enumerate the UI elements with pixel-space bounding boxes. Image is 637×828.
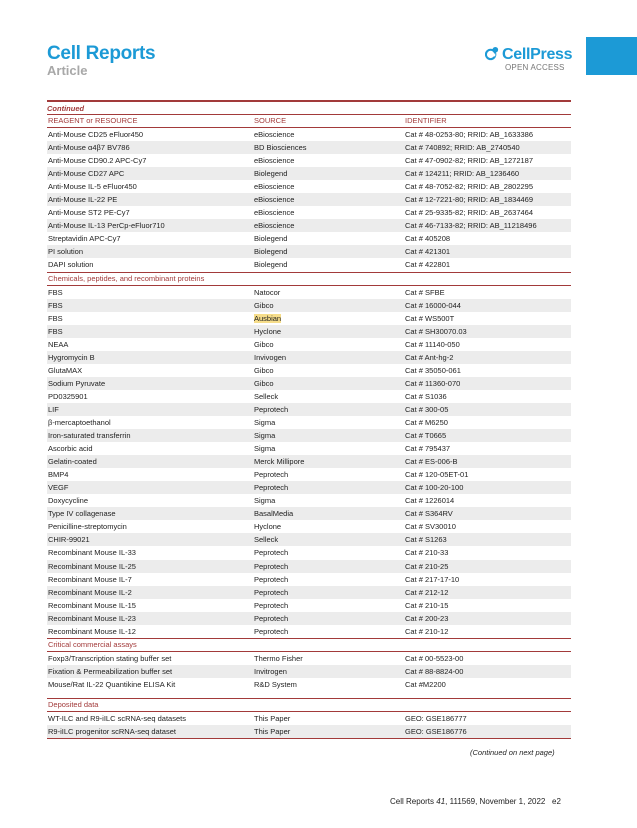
- cell-identifier: Cat # 48-7052-82; RRID: AB_2802295: [405, 182, 534, 192]
- table-row: [47, 180, 571, 193]
- cell-identifier: GEO: GSE186776: [405, 726, 467, 736]
- rows-antibodies: [47, 128, 571, 272]
- table-row: [47, 390, 571, 403]
- cell-identifier: Cat # 46-7133-82; RRID: AB_11218496: [405, 221, 537, 231]
- cell-reagent: Streptavidin APC-Cy7: [48, 234, 121, 244]
- cell-identifier: Cat #M2200: [405, 679, 446, 689]
- cell-source: Merck Millipore: [254, 457, 305, 467]
- table-row: [47, 128, 571, 141]
- cell-identifier: Cat # 405208: [405, 234, 451, 244]
- cell-source: Invitrogen: [254, 666, 287, 676]
- cell-reagent: Anti-Mouse CD25 eFluor450: [48, 130, 144, 139]
- table-row: [47, 351, 571, 364]
- table-row: [47, 599, 571, 612]
- cell-source: eBioscience: [254, 182, 295, 192]
- cell-source: Hyclone: [254, 522, 282, 532]
- cell-reagent: Anti-Mouse ST2 PE-Cy7: [48, 208, 130, 218]
- cell-reagent: Anti-Mouse IL-13 PerCp-eFluor710: [48, 221, 165, 231]
- cell-identifier: Cat # S1263: [405, 535, 447, 545]
- table-row: [47, 612, 571, 625]
- cell-source: eBioscience: [254, 221, 295, 231]
- table-row: [47, 665, 571, 678]
- cell-identifier: GEO: GSE186777: [405, 713, 467, 723]
- cell-identifier: Cat # 210-25: [405, 561, 449, 571]
- cell-source: Peprotech: [254, 404, 289, 414]
- journal-title: Cell Reports: [47, 43, 156, 64]
- cell-reagent: PI solution: [48, 247, 84, 257]
- cell-identifier: Cat # 11140-050: [405, 339, 460, 349]
- col-header-source: SOURCE: [254, 116, 287, 125]
- table-row: [47, 312, 571, 325]
- cell-reagent: Recombinant Mouse IL-2: [48, 587, 132, 597]
- cell-reagent: β-mercaptoethanol: [48, 417, 111, 427]
- cell-reagent: CHIR-99021: [48, 535, 90, 545]
- table-row: [47, 481, 571, 494]
- table-row: [47, 299, 571, 312]
- cell-source: [254, 312, 405, 325]
- cell-identifier: Cat # 100-20-100: [405, 483, 464, 493]
- cell-source: Gibco: [254, 378, 274, 388]
- cell-identifier: Cat # 124211; RRID: AB_1236460: [405, 169, 520, 179]
- cell-source: Thermo Fisher: [254, 653, 303, 663]
- cell-source: R&D System: [254, 679, 297, 689]
- cell-source: Hyclone: [254, 326, 282, 336]
- cell-reagent: Iron-saturated transferrin: [48, 431, 131, 441]
- table-row: [47, 338, 571, 351]
- cell-source: Biolegend: [254, 260, 288, 270]
- cell-reagent: Recombinant Mouse IL-25: [48, 561, 136, 571]
- highlighted-source: Ausbian: [254, 313, 282, 323]
- cell-reagent: R9-iILC progenitor scRNA-seq dataset: [48, 726, 176, 736]
- cell-reagent: Type IV collagenase: [48, 509, 116, 519]
- cell-identifier: Cat # 217-17-10: [405, 574, 460, 584]
- table-row: [47, 245, 571, 258]
- cell-identifier: Cat # SH30070.03: [405, 326, 467, 336]
- cell-reagent: BMP4: [48, 470, 69, 480]
- cell-reagent: FBS: [48, 326, 63, 336]
- cell-reagent: Ascorbic acid: [48, 444, 93, 454]
- cell-identifier: Cat # SV30010: [405, 522, 456, 532]
- cell-reagent: LIF: [48, 404, 59, 414]
- cell-identifier: Cat # 200-23: [405, 613, 449, 623]
- cell-identifier: Cat # 16000-044: [405, 300, 461, 310]
- table-bottom-rule: [47, 738, 571, 739]
- cell-source: Peprotech: [254, 600, 289, 610]
- cell-reagent: Anti-Mouse CD90.2 APC-Cy7: [48, 156, 147, 166]
- cell-reagent: Recombinant Mouse IL-33: [48, 548, 136, 558]
- cell-reagent: FBS: [48, 300, 63, 310]
- cell-reagent: Recombinant Mouse IL-15: [48, 600, 136, 610]
- cell-reagent: Doxycycline: [48, 496, 89, 506]
- cell-reagent: Hygromycin B: [48, 352, 95, 362]
- table-header: [47, 114, 571, 128]
- table-row: [47, 573, 571, 586]
- cell-reagent: GlutaMAX: [48, 365, 83, 375]
- cell-identifier: Cat # 210-15: [405, 600, 449, 610]
- table-row: [47, 520, 571, 533]
- cell-reagent: Foxp3/Transcription stating buffer set: [48, 653, 172, 663]
- cell-reagent: FBS: [48, 287, 63, 297]
- table-row: [47, 429, 571, 442]
- cell-identifier: Cat # S364RV: [405, 509, 453, 519]
- table-row: [47, 678, 571, 698]
- table-row: [47, 232, 571, 245]
- cell-source: Sigma: [254, 496, 276, 506]
- cell-identifier: Cat # 1226014: [405, 496, 455, 506]
- cell-reagent: VEGF: [48, 483, 69, 493]
- cell-reagent: PD0325901: [48, 391, 88, 401]
- table-row: [47, 219, 571, 232]
- cell-source: Sigma: [254, 417, 276, 427]
- cell-source: Sigma: [254, 431, 276, 441]
- cell-source: Invivogen: [254, 352, 287, 362]
- cell-identifier: Cat # 35050-061: [405, 365, 461, 375]
- footer-journal: Cell Reports: [390, 797, 435, 806]
- cell-source: This Paper: [254, 713, 291, 723]
- cell-identifier: Cat # T0665: [405, 431, 447, 441]
- table-row: [47, 468, 571, 481]
- section-deposited-data: Deposited data: [47, 698, 571, 712]
- cell-source: Selleck: [254, 535, 279, 545]
- table-row: [47, 455, 571, 468]
- cell-identifier: Cat # 12-7221-80; RRID: AB_1834469: [405, 195, 534, 205]
- publisher-logo: [485, 46, 572, 73]
- cell-source: eBioscience: [254, 130, 295, 139]
- table-row: [47, 652, 571, 665]
- cell-source: Gibco: [254, 300, 274, 310]
- table-row: [47, 258, 571, 271]
- rows-assays: [47, 652, 571, 698]
- col-header-identifier: IDENTIFIER: [405, 116, 447, 125]
- cell-identifier: Cat # 795437: [405, 444, 451, 454]
- cell-identifier: Cat # 11360-070: [405, 378, 461, 388]
- cell-reagent: Gelatin-coated: [48, 457, 97, 467]
- rows-chemicals: [47, 286, 571, 638]
- cell-reagent: DAPI solution: [48, 260, 94, 270]
- cell-identifier: Cat # WS500T: [405, 313, 455, 323]
- table-row: [47, 167, 571, 180]
- table-row: [47, 725, 571, 738]
- cell-reagent: Anti-Mouse IL-22 PE: [48, 195, 118, 205]
- cell-source: Natocor: [254, 287, 281, 297]
- cell-identifier: Cat # 421301: [405, 247, 451, 257]
- table-row: [47, 546, 571, 559]
- cell-source: Gibco: [254, 365, 274, 375]
- cell-reagent: Mouse/Rat IL-22 Quantikine ELISA Kit: [48, 679, 176, 689]
- cell-identifier: Cat # S1036: [405, 391, 447, 401]
- cell-identifier: Cat # 740892; RRID: AB_2740540: [405, 143, 520, 153]
- cell-reagent: Anti-Mouse α4β7 BV786: [48, 143, 130, 153]
- cell-reagent: Anti-Mouse IL-5 eFluor450: [48, 182, 137, 192]
- cell-identifier: Cat # Ant-hg-2: [405, 352, 454, 362]
- cell-source: BD Biosciences: [254, 143, 307, 153]
- cell-reagent: NEAA: [48, 339, 69, 349]
- cell-identifier: Cat # 210-33: [405, 548, 449, 558]
- cell-identifier: Cat # 212-12: [405, 587, 449, 597]
- journal-masthead: [47, 44, 155, 79]
- cell-source: Gibco: [254, 339, 274, 349]
- open-access-label: OPEN ACCESS: [505, 63, 565, 72]
- cell-reagent: Recombinant Mouse IL-7: [48, 574, 132, 584]
- cell-identifier: Cat # 47-0902-82; RRID: AB_1272187: [405, 156, 534, 166]
- cell-identifier: Cat # ES-006-B: [405, 457, 458, 467]
- cell-source: eBioscience: [254, 208, 295, 218]
- cell-identifier: Cat # 120-05ET-01: [405, 470, 469, 480]
- cell-reagent: Sodium Pyruvate: [48, 378, 106, 388]
- continued-next-page: (Continued on next page): [470, 748, 555, 757]
- table-row: [47, 560, 571, 573]
- table-row: [47, 286, 571, 299]
- cell-reagent: Recombinant Mouse IL-12: [48, 626, 136, 636]
- cell-reagent: FBS: [48, 313, 63, 323]
- publisher-name: CellPress: [502, 46, 573, 63]
- cell-source: Biolegend: [254, 169, 288, 179]
- table-row: [47, 507, 571, 520]
- footer-page: e2: [552, 797, 561, 806]
- cell-source: Selleck: [254, 391, 279, 401]
- cell-reagent: Penicilline-streptomycin: [48, 522, 127, 532]
- table-row: [47, 712, 571, 725]
- table-row: [47, 206, 571, 219]
- section-chemicals: Chemicals, peptides, and recombinant proteins: [47, 272, 571, 286]
- cell-source: BasalMedia: [254, 509, 294, 519]
- cell-identifier: Cat # SFBE: [405, 287, 445, 297]
- table-row: [47, 325, 571, 338]
- rows-deposited-data: [47, 712, 571, 738]
- cell-identifier: Cat # 422801: [405, 260, 451, 270]
- cell-reagent: Anti-Mouse CD27 APC: [48, 169, 125, 179]
- table-row: [47, 494, 571, 507]
- page-footer: [390, 797, 561, 806]
- cell-identifier: Cat # 25-9335-82; RRID: AB_2637464: [405, 208, 534, 218]
- table-row: [47, 533, 571, 546]
- cell-reagent: Recombinant Mouse IL-23: [48, 613, 136, 623]
- cell-source: Peprotech: [254, 626, 289, 636]
- cell-source: Biolegend: [254, 234, 288, 244]
- section-assays: Critical commercial assays: [47, 638, 571, 652]
- table-row: [47, 442, 571, 455]
- cell-source: eBioscience: [254, 156, 295, 166]
- table-row: [47, 625, 571, 638]
- cell-source: Peprotech: [254, 483, 289, 493]
- cell-source: Peprotech: [254, 561, 289, 571]
- cellpress-logo-icon: [485, 46, 500, 61]
- col-header-reagent: REAGENT or RESOURCE: [48, 116, 138, 125]
- cell-identifier: Cat # 300-05: [405, 404, 449, 414]
- cell-source: This Paper: [254, 726, 291, 736]
- cell-source: Peprotech: [254, 613, 289, 623]
- table-row: [47, 141, 571, 154]
- table-row: [47, 586, 571, 599]
- table-row: [47, 154, 571, 167]
- cell-reagent: Fixation & Permeabilization buffer set: [48, 666, 173, 676]
- table-row: [47, 403, 571, 416]
- cell-source: eBioscience: [254, 195, 295, 205]
- corner-accent: [586, 37, 637, 75]
- cell-source: Peprotech: [254, 587, 289, 597]
- table-row: [47, 364, 571, 377]
- cell-source: Biolegend: [254, 247, 288, 257]
- cell-identifier: Cat # 88-8824-00: [405, 666, 464, 676]
- footer-volume: 41: [436, 797, 446, 806]
- cell-reagent: WT-ILC and R9-iILC scRNA-seq datasets: [48, 713, 186, 723]
- cell-identifier: Cat # 00-5523-00: [405, 653, 464, 663]
- article-type: Article: [47, 63, 88, 78]
- table-row: [47, 377, 571, 390]
- cell-identifier: Cat # 48-0253-80; RRID: AB_1633386: [405, 130, 534, 139]
- key-resources-table: [47, 100, 571, 739]
- cell-source: Peprotech: [254, 548, 289, 558]
- footer-citation: , 111569, November 1, 2022: [445, 797, 546, 806]
- table-row: [47, 416, 571, 429]
- table-row: [47, 193, 571, 206]
- cell-source: Peprotech: [254, 470, 289, 480]
- cell-source: Peprotech: [254, 574, 289, 584]
- cell-source: Sigma: [254, 444, 276, 454]
- cell-identifier: Cat # M6250: [405, 417, 448, 427]
- cell-identifier: Cat # 210-12: [405, 626, 449, 636]
- continued-label: Continued: [47, 104, 85, 113]
